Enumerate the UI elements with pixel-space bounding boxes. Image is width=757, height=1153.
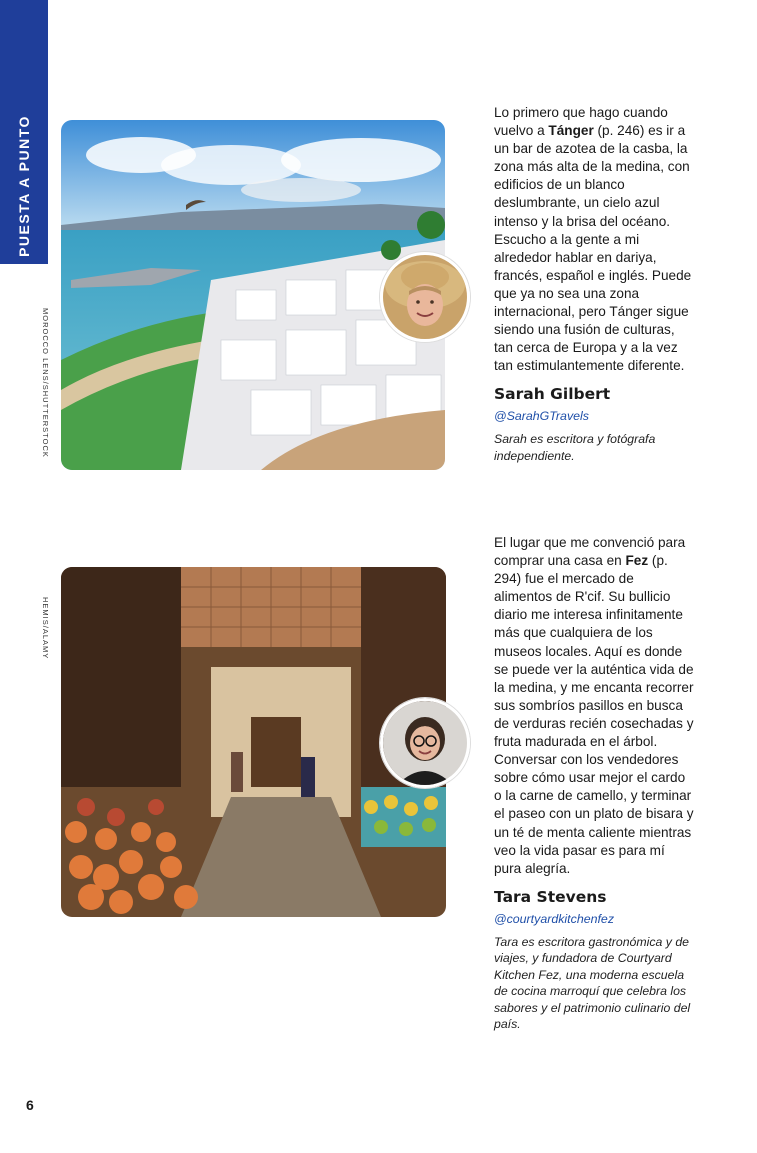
- place-highlight: Tánger: [548, 123, 594, 139]
- author-name: Tara Stevens: [494, 887, 607, 906]
- author-bio: Sarah es escritora y fotógrafa independiente.: [494, 432, 656, 463]
- entry-text: El lugar que me convenció para comprar una casa en Fez (p. 294) fue el mercado de alimentos de R'cif. Su bullicio diario me interesa infinitamente más que cualquiera de los museos locales. Aquí es donde se puede ver la auténtica vida de la medina, y me encanta recorrer sus sombríos pasillos en busca de verduras recién cosechadas y fruta madurada en el árbol. Conversar con los vendedores sobre cómo usar mejor el cardo o la carne de camello, y terminar el paseo con un plato de bisara y un té de menta caliente mientras veo la vida pasar es para mí pura alegría.: [494, 535, 694, 876]
- entry-sarah: [494, 104, 694, 464]
- section-tab: [0, 0, 48, 264]
- author-bio: Tara es escritora gastronómica y de viajes, y fundadora de Courtyard Kitchen Fez, una moderna escuela de cocina marroquí que celebra los sabores y el patrimonio culinario del país.: [494, 934, 691, 1032]
- place-highlight: Fez: [625, 553, 649, 569]
- section-label: PUESTA A PUNTO: [16, 115, 32, 257]
- entry-text: Lo primero que hago cuando vuelvo a Tánger (p. 246) es ir a un bar de azotea de la casba, la zona más alta de la medina, con edificios de un blanco deslumbrante, un cielo azul intenso y la brisa del océano. Escucho a la gente a mi alrededor hablar en dariya, francés, español e inglés. Puede que ya no sea una zona internacional, pero Tánger sigue siendo una fusión de culturas, tan cerca de Europa y a la vez tan estimulantemente diferente.: [494, 105, 692, 374]
- photo-credit-fez: HEMIS/ALAMY: [41, 597, 50, 660]
- tara-stevens-avatar: [380, 698, 470, 788]
- page-number: 6: [26, 1097, 34, 1113]
- sarah-gilbert-avatar: [380, 252, 470, 342]
- photo-credit-tangier: MOROCCO LENS/SHUTTERSTOCK: [41, 308, 50, 458]
- author-handle: @courtyardkitchenfez: [494, 911, 615, 926]
- author-handle: @SarahGTravels: [494, 409, 589, 424]
- entry-tara: [494, 534, 694, 1033]
- author-name: Sarah Gilbert: [494, 385, 611, 404]
